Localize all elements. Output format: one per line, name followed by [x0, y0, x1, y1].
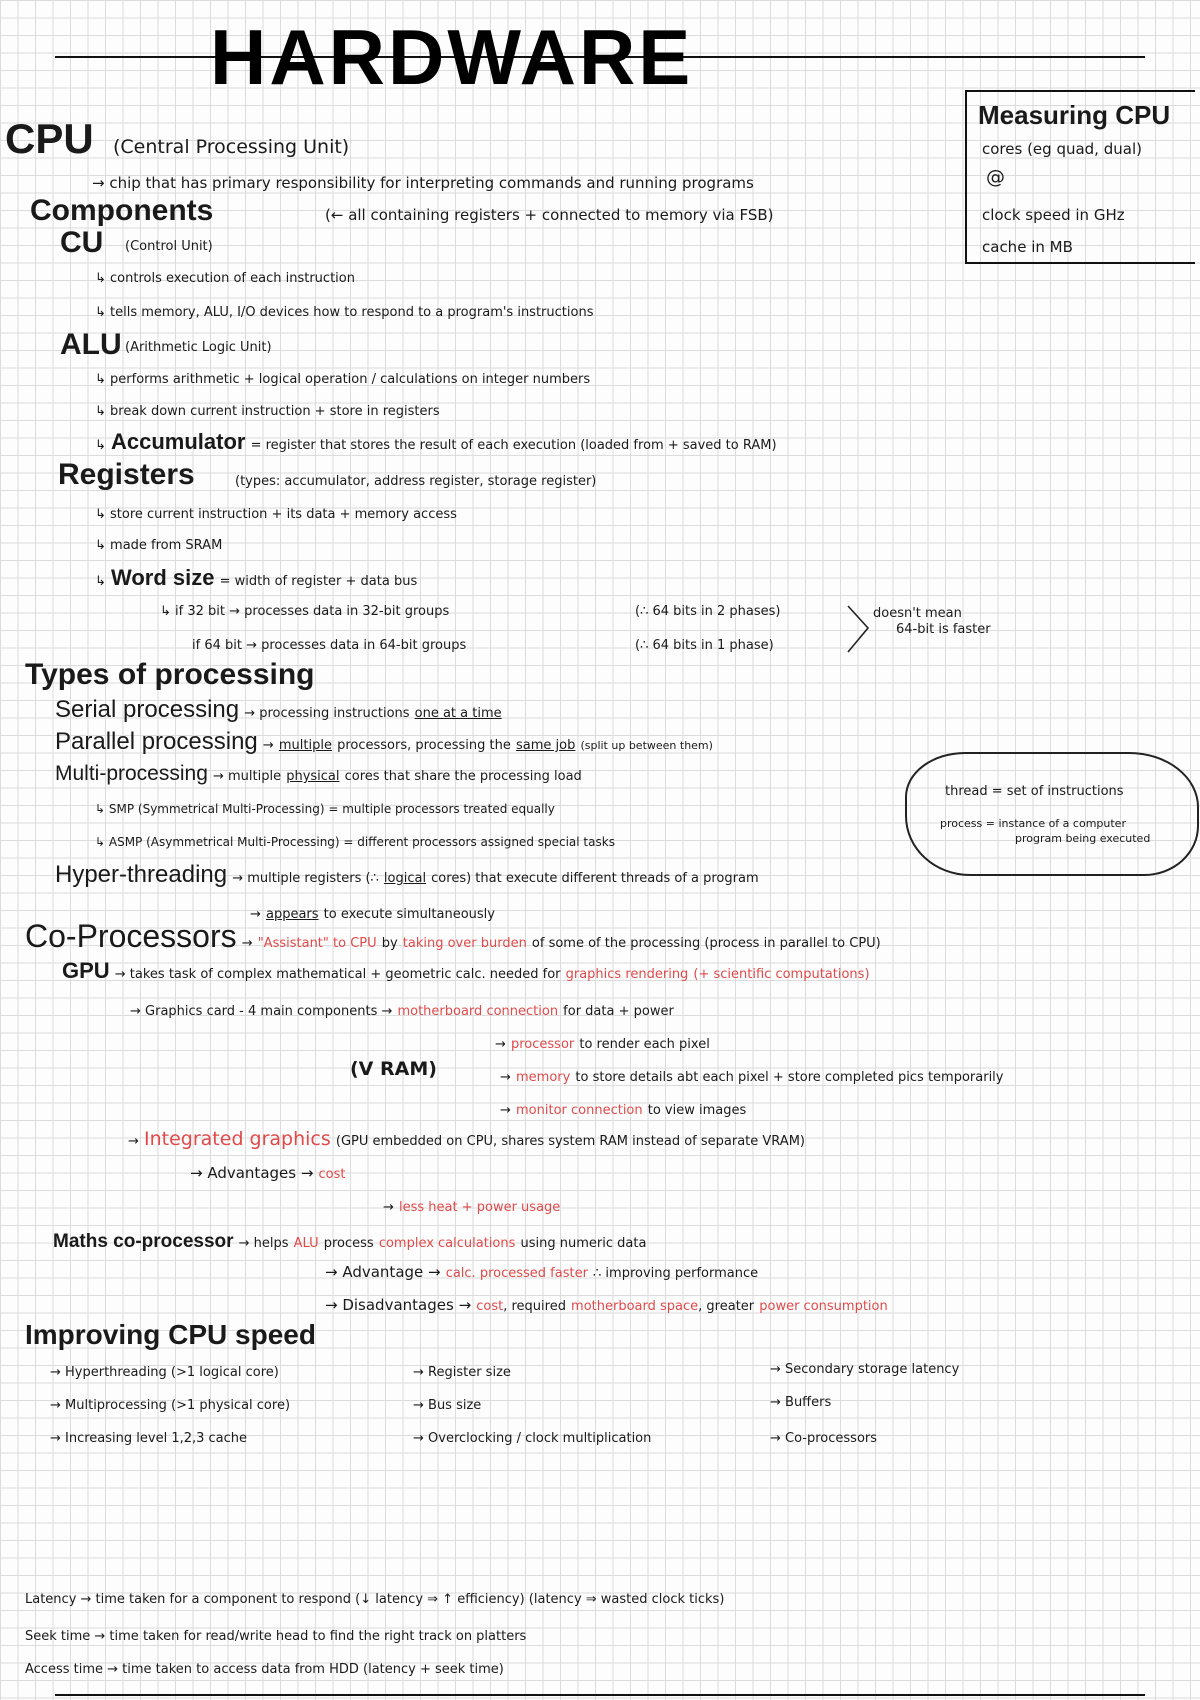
- registers-types: (types: accumulator, address register, storage register): [235, 474, 597, 489]
- cloud-thread: thread = set of instructions: [945, 784, 1124, 799]
- serial-line: Serial processing → processing instructions one at a time: [55, 696, 502, 723]
- integrated-advantages-2: → less heat + power usage: [383, 1200, 561, 1215]
- brace-note-2: 64-bit is faster: [896, 622, 991, 637]
- registers-line-3: ↳ Word size = width of register + data bus: [95, 565, 418, 590]
- asmp-line: ↳ ASMP (Asymmetrical Multi-Processing) = different processors assigned special tasks: [95, 835, 615, 849]
- alu-expansion: (Arithmetic Logic Unit): [125, 340, 272, 355]
- gpu-line: GPU → takes task of complex mathematical + geometric calc. needed for graphics rendering (+ scientific computations): [62, 958, 870, 983]
- improving-col3-2: → Buffers: [770, 1395, 832, 1410]
- access-time-definition: Access time → time taken to access data from HDD (latency + seek time): [25, 1662, 504, 1677]
- registers-line-2: ↳ made from SRAM: [95, 538, 223, 553]
- word-size-32-note: (∴ 64 bits in 2 phases): [635, 604, 781, 619]
- parallel-line: Parallel processing → multiple processors, processing the same job (split up between them): [55, 728, 713, 755]
- registers-line-1: ↳ store current instruction + its data + memory access: [95, 507, 457, 522]
- at-symbol: @: [986, 166, 1005, 188]
- measuring-cores: cores (eg quad, dual): [982, 140, 1142, 158]
- cloud-process-2: program being executed: [1015, 832, 1151, 845]
- integrated-advantages: → Advantages → cost: [190, 1164, 346, 1182]
- hyper-line: Hyper-threading → multiple registers (∴ logical cores) that execute different threads of a program: [55, 861, 759, 888]
- multi-line: Multi-processing → multiple physical cores that share the processing load: [55, 762, 582, 785]
- smp-line: ↳ SMP (Symmetrical Multi-Processing) = multiple processors treated equally: [95, 802, 555, 816]
- measuring-cpu-heading: Measuring CPU: [978, 100, 1171, 130]
- components-heading: Components: [30, 194, 214, 227]
- cloud-process-1: process = instance of a computer: [940, 817, 1126, 830]
- seek-time-definition: Seek time → time taken for read/write head to find the right track on platters: [25, 1629, 527, 1644]
- integrated-graphics-line: → Integrated graphics (GPU embedded on CPU, shares system RAM instead of separate VRAM): [128, 1128, 805, 1150]
- measuring-clock: clock speed in GHz: [982, 206, 1125, 224]
- graphics-card-2: → processor to render each pixel: [495, 1037, 710, 1052]
- types-heading: Types of processing: [25, 658, 315, 691]
- definition-cloud: [905, 752, 1199, 876]
- improving-col3-1: → Secondary storage latency: [770, 1362, 960, 1377]
- graphics-card-line: → Graphics card - 4 main components → motherboard connection for data + power: [130, 1004, 674, 1019]
- maths-advantage: → Advantage → calc. processed faster ∴ improving performance: [325, 1263, 759, 1281]
- improving-heading: Improving CPU speed: [25, 1319, 316, 1350]
- cu-heading: CU: [60, 226, 104, 259]
- improving-col1-1: → Hyperthreading (>1 logical core): [50, 1365, 279, 1380]
- cu-line-2: ↳ tells memory, ALU, I/O devices how to respond to a program's instructions: [95, 305, 594, 320]
- cpu-definition: → chip that has primary responsibility for interpreting commands and running programs: [92, 174, 754, 192]
- improving-col3-3: → Co-processors: [770, 1431, 878, 1446]
- vram-label: (V RAM): [350, 1058, 437, 1080]
- hyper-line-2: → appears to execute simultaneously: [250, 907, 495, 922]
- cu-line-1: ↳ controls execution of each instruction: [95, 271, 355, 286]
- cpu-expansion: (Central Processing Unit): [113, 136, 350, 158]
- bottom-rule: [55, 1694, 1145, 1696]
- improving-col1-3: → Increasing level 1,2,3 cache: [50, 1431, 248, 1446]
- coprocessors-line: Co-Processors → "Assistant" to CPU by taking over burden of some of the processing (process in parallel to CPU): [25, 918, 881, 954]
- improving-col2-1: → Register size: [413, 1365, 511, 1380]
- maths-disadvantages: → Disadvantages → cost, required motherboard space, greater power consumption: [325, 1296, 888, 1314]
- graphics-card-4: → monitor connection to view images: [500, 1103, 747, 1118]
- registers-heading: Registers: [58, 458, 195, 491]
- latency-definition: Latency → time taken for a component to respond (↓ latency ⇒ ↑ efficiency) (latency ⇒ wasted clock ticks): [25, 1592, 725, 1607]
- brace-icon: [846, 600, 876, 656]
- cu-expansion: (Control Unit): [125, 239, 213, 254]
- improving-col2-2: → Bus size: [413, 1398, 482, 1413]
- word-size-64: if 64 bit → processes data in 64-bit groups: [192, 638, 467, 653]
- alu-line-3: ↳ Accumulator = register that stores the result of each execution (loaded from + saved to RAM): [95, 429, 777, 454]
- word-size-64-note: (∴ 64 bits in 1 phase): [635, 638, 774, 653]
- maths-coprocessor-line: Maths co-processor → helps ALU process complex calculations using numeric data: [53, 1231, 647, 1252]
- alu-line-1: ↳ performs arithmetic + logical operation / calculations on integer numbers: [95, 372, 591, 387]
- brace-note-1: doesn't mean: [873, 606, 962, 621]
- alu-line-2: ↳ break down current instruction + store in registers: [95, 404, 440, 419]
- cpu-heading: CPU: [5, 115, 94, 162]
- measuring-cache: cache in MB: [982, 238, 1073, 256]
- alu-heading: ALU: [60, 328, 122, 361]
- improving-col1-2: → Multiprocessing (>1 physical core): [50, 1398, 291, 1413]
- improving-col2-3: → Overclocking / clock multiplication: [413, 1431, 652, 1446]
- page-title: HARDWARE: [210, 13, 694, 101]
- graphics-card-3: → memory to store details abt each pixel + store completed pics temporarily: [500, 1070, 1004, 1085]
- components-note: (← all containing registers + connected to memory via FSB): [325, 206, 774, 224]
- word-size-32: ↳ if 32 bit → processes data in 32-bit groups: [160, 604, 450, 619]
